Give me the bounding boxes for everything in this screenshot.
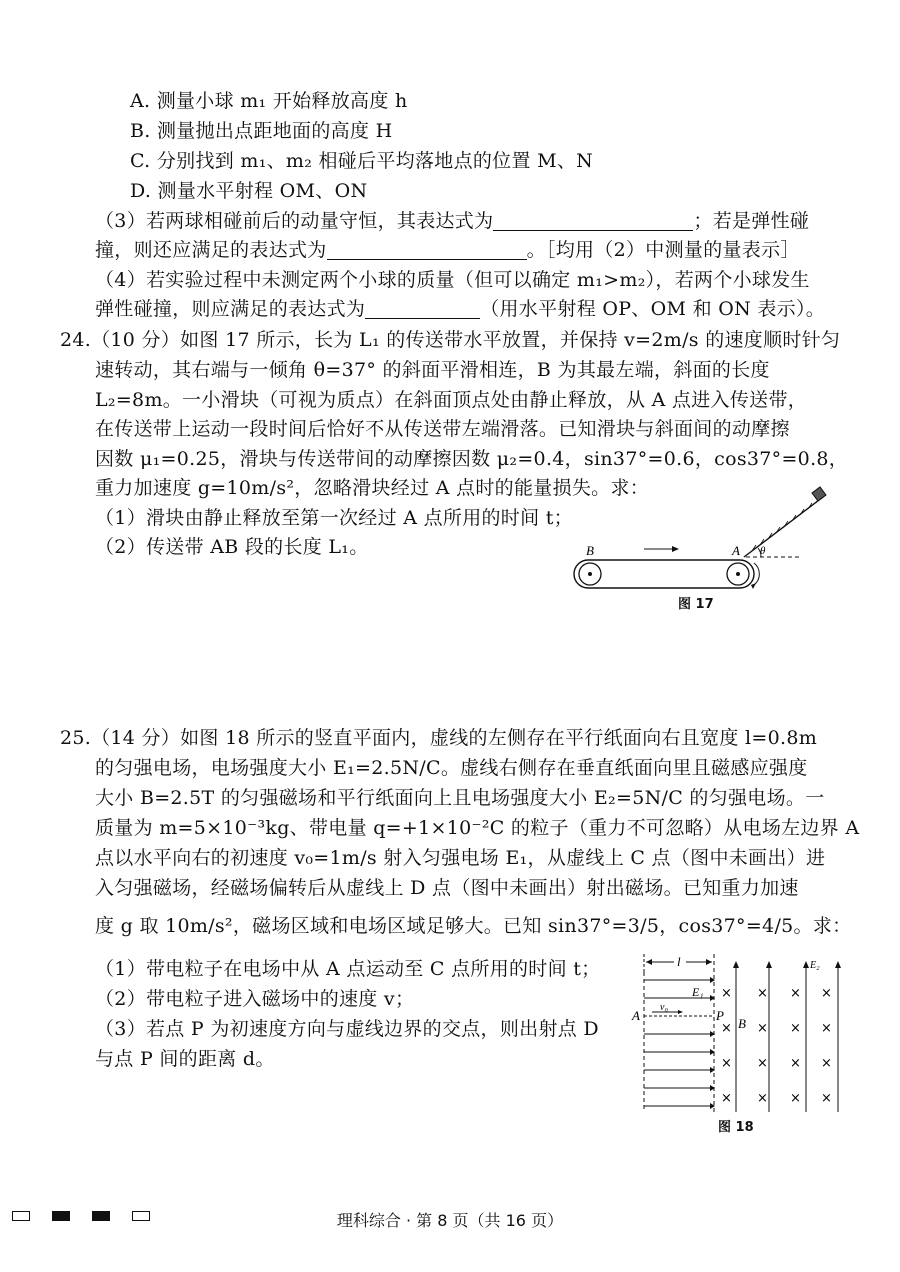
label-b: B — [586, 543, 594, 558]
p25-sub2: （2）带电粒子进入磁场中的速度 v； — [95, 988, 415, 1010]
p25-sub3a: （3）若点 P 为初速度方向与虚线边界的交点，则出射点 D — [95, 1018, 599, 1040]
option-c: C. 分别找到 m₁、m₂ 相碰后平均落地点的位置 M、N — [130, 150, 594, 172]
velocity-arrow-head — [672, 546, 679, 552]
q3-text-c: 撞，则还应满足的表达式为 — [95, 239, 327, 261]
p24-line6: 重力加速度 g=10m/s²，忽略滑块经过 A 点时的能量损失。求： — [95, 477, 650, 499]
magnetic-field-crosses — [721, 986, 832, 1106]
label-e1: E₁ — [692, 985, 704, 999]
slider-block — [812, 487, 826, 501]
p24-line4: 在传送带上运动一段时间后恰好不从传送带左端滑落。已知滑块与斜面间的动摩擦 — [95, 418, 790, 440]
q3-line1 — [95, 207, 809, 235]
q4-line1: （4）若实验过程中未测定两个小球的质量（但可以确定 m₁>m₂），若两个小球发生 — [95, 269, 810, 291]
label-point-p: P — [716, 1008, 724, 1023]
p24-line3: L₂=8m。一小滑块（可视为质点）在斜面顶点处由静止释放，从 A 点进入传送带， — [95, 389, 808, 411]
figure-18-caption: 图 18 — [718, 1120, 754, 1135]
q4-answer-blank[interactable] — [365, 298, 480, 319]
option-b: B. 测量抛出点距地面的高度 H — [130, 120, 393, 142]
label-v0: v₀ — [660, 1002, 668, 1013]
b-cross: × — [821, 1091, 832, 1106]
page-footer: 理科综合 · 第 8 页（共 16 页） — [336, 1211, 564, 1230]
p24-line1: 24.（10 分）如图 17 所示，长为 L₁ 的传送带水平放置，并保持 v=2m/s 的速度顺时针匀 — [60, 329, 841, 351]
p25-line7: 度 g 取 10m/s²，磁场区域和电场区域足够大。已知 sin37°=3/5，cos37°=4/5。求： — [95, 915, 852, 937]
p25-line1: 25.（14 分）如图 18 所示的竖直平面内，虚线的左侧存在平行纸面向右且宽度 l=0.8m — [60, 727, 818, 749]
rotation-arrow-head — [751, 583, 756, 589]
label-b-field: B — [738, 1016, 746, 1031]
p25-line5: 点以水平向右的初速度 v₀=1m/s 射入匀强电场 E₁，从虚线上 C 点（图中未画出）进 — [95, 847, 826, 869]
label-a: A — [732, 543, 740, 558]
b-cross: × — [721, 1056, 732, 1071]
q4-line2 — [95, 295, 825, 323]
p24-sub1: （1）滑块由静止释放至第一次经过 A 点所用的时间 t； — [95, 507, 573, 529]
b-cross: × — [790, 1091, 801, 1106]
q4-text-a: 弹性碰撞，则应满足的表达式为 — [95, 298, 366, 320]
b-cross: × — [821, 1021, 832, 1036]
p25-line4: 质量为 m=5×10⁻³kg、带电量 q=+1×10⁻²C 的粒子（重力不可忽略）从电场左边界 A — [95, 817, 860, 839]
b-cross: × — [721, 1021, 732, 1036]
option-a: A. 测量小球 m₁ 开始释放高度 h — [130, 90, 408, 112]
width-arrowhead-left — [646, 959, 652, 965]
b-cross: × — [790, 1056, 801, 1071]
figure-17-caption: 图 17 — [678, 597, 714, 612]
b-cross: × — [757, 1056, 768, 1071]
b-cross: × — [790, 1021, 801, 1036]
p25-line3: 大小 B=2.5T 的匀强磁场和平行纸面向上且电场强度大小 E₂=5N/C 的匀强电场。一 — [95, 787, 825, 809]
q3-text-d: 。［均用（2）中测量的量表示］ — [526, 239, 800, 261]
label-theta: θ — [760, 545, 766, 557]
p24-sub2: （2）传送带 AB 段的长度 L₁。 — [95, 536, 369, 558]
b-cross: × — [821, 986, 832, 1001]
p24-line2: 速转动，其右端与一倾角 θ=37° 的斜面平滑相连，B 为其最左端，斜面的长度 — [95, 359, 770, 381]
p24-line5: 因数 μ₁=0.25，滑块与传送带间的动摩擦因数 μ₂=0.4，sin37°=0.6，cos37°=0.8， — [95, 448, 849, 470]
q3-text-b: ；若是弹性碰 — [693, 210, 810, 232]
label-point-a: A — [632, 1008, 640, 1023]
q3-line2 — [95, 236, 800, 264]
b-cross: × — [721, 986, 732, 1001]
v0-arrow-head — [678, 1010, 683, 1014]
b-cross: × — [757, 1021, 768, 1036]
p25-sub1: （1）带电粒子在电场中从 A 点运动至 C 点所用的时间 t； — [95, 958, 601, 980]
q3-answer-blank-2[interactable] — [327, 239, 527, 260]
b-cross: × — [790, 986, 801, 1001]
incline-line — [744, 497, 823, 557]
b-cross: × — [757, 986, 768, 1001]
p25-sub3b: 与点 P 间的距离 d。 — [95, 1048, 275, 1070]
right-roller-axle — [736, 572, 740, 576]
q3-text-a: （3）若两球相碰前后的动量守恒，其表达式为 — [95, 210, 494, 232]
option-d: D. 测量水平射程 OM、ON — [130, 180, 368, 202]
label-e2: E₂ — [810, 960, 820, 971]
rotation-arrow-arc — [754, 563, 759, 585]
p25-line6: 入匀强磁场，经磁场偏转后从虚线上 D 点（图中未画出）射出磁场。已知重力加速 — [95, 877, 799, 899]
width-arrowhead-right — [706, 959, 712, 965]
b-cross: × — [721, 1091, 732, 1106]
q4-text-b: （用水平射程 OP、OM 和 ON 表示）。 — [480, 298, 826, 320]
q3-answer-blank-1[interactable] — [493, 210, 693, 231]
e2-field-arrowheads — [733, 961, 841, 968]
label-l: l — [677, 954, 681, 969]
b-cross: × — [821, 1056, 832, 1071]
figure-18-diagram — [626, 950, 846, 1120]
left-roller-axle — [588, 572, 592, 576]
p25-line2: 的匀强电场，电场强度大小 E₁=2.5N/C。虚线右侧存在垂直纸面向里且磁感应强度 — [95, 757, 808, 779]
b-cross: × — [757, 1091, 768, 1106]
